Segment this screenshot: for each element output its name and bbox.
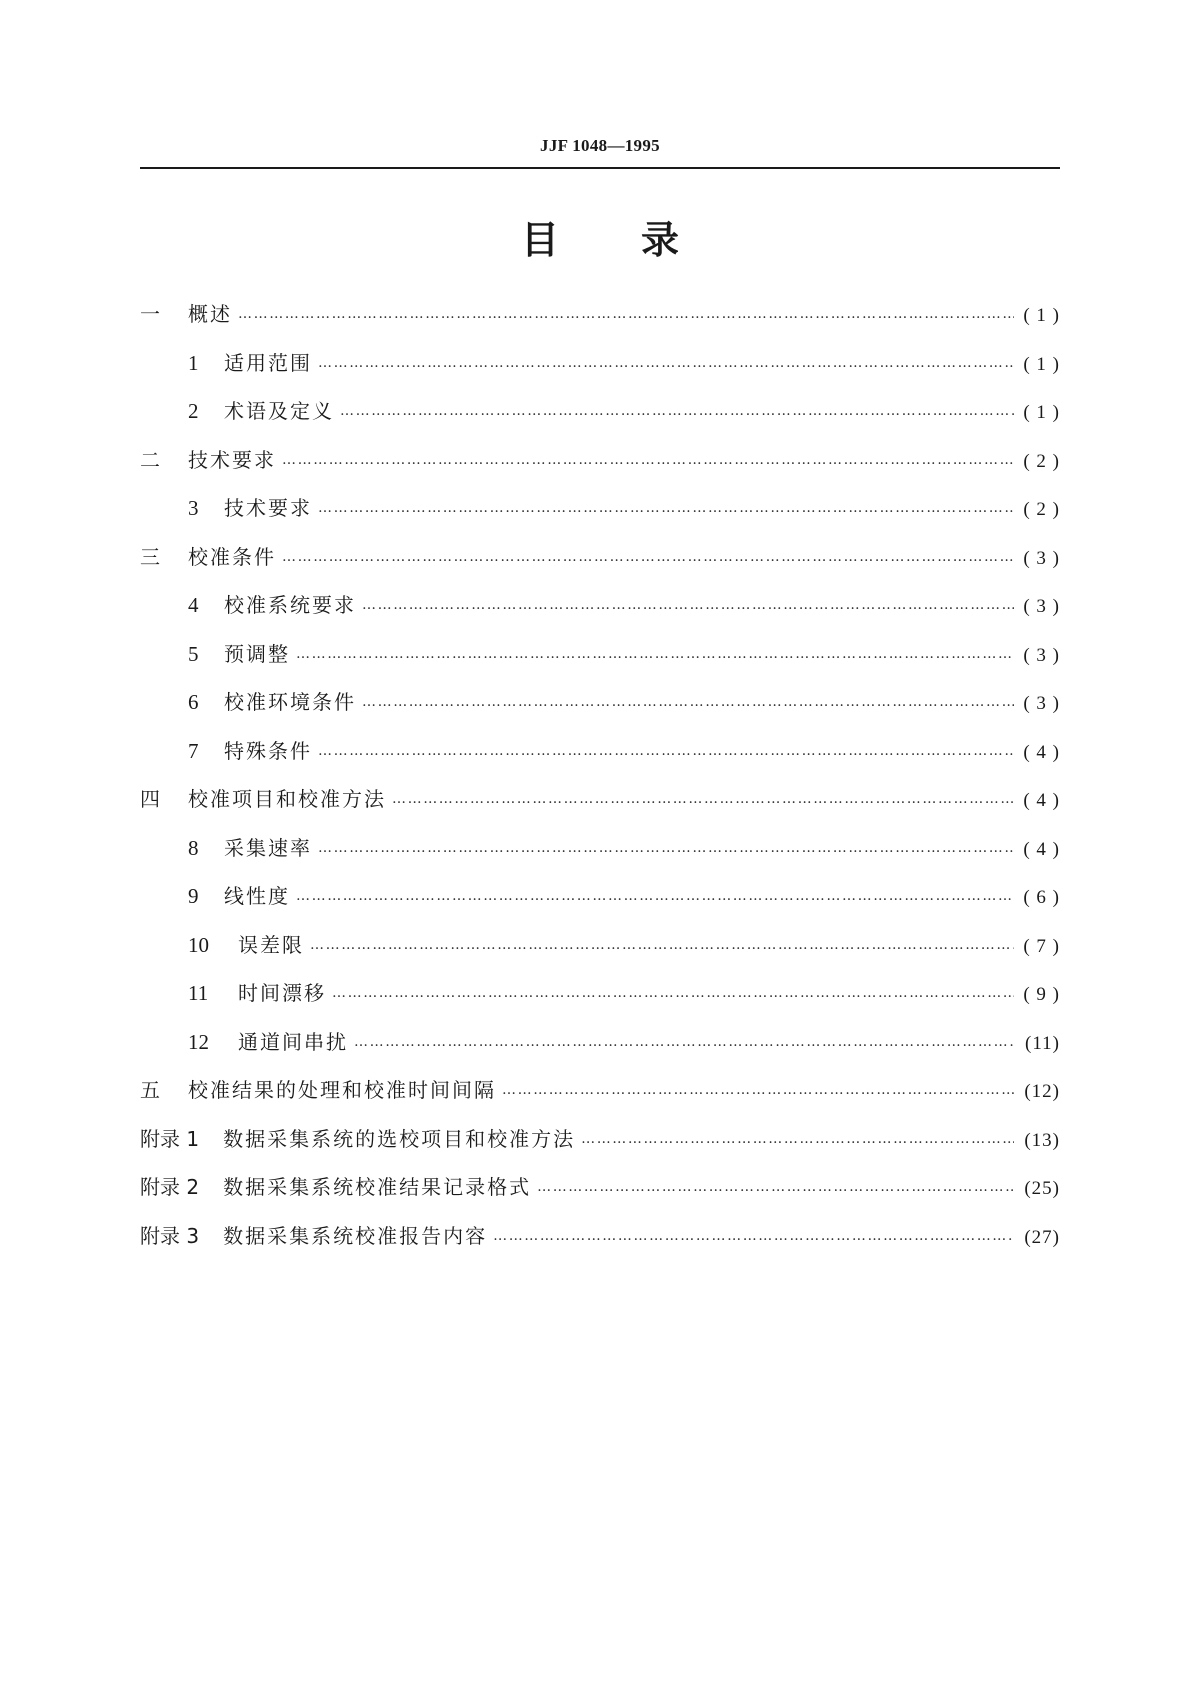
toc-entry-title: 通道间串扰 <box>238 1029 348 1054</box>
toc-entry-number: 6 <box>188 690 199 714</box>
toc-entry-clause-3[interactable] <box>140 484 1060 533</box>
toc-entry-title: 校准条件 <box>188 544 276 569</box>
toc-leader-dots <box>318 356 1014 370</box>
toc-leader-dots <box>296 647 1014 661</box>
toc-entry-title: 校准环境条件 <box>224 690 356 714</box>
toc-entry-section-5[interactable] <box>140 1066 1060 1115</box>
toc-entry-page: ( 4 ) <box>1023 790 1060 811</box>
toc-entry-page: ( 3 ) <box>1023 644 1060 666</box>
toc-entry-page: (12) <box>1024 1081 1060 1102</box>
toc-leader-dots <box>318 744 1014 758</box>
toc-entry-page: (25) <box>1024 1178 1060 1199</box>
toc-entry-clause-2[interactable] <box>140 387 1060 436</box>
toc-entry-title: 术语及定义 <box>224 399 334 423</box>
toc-entry-title: 校准系统要求 <box>224 593 356 617</box>
toc-entry-page: ( 7 ) <box>1023 935 1060 957</box>
toc-entry-section-3[interactable] <box>140 533 1060 582</box>
toc-entry-page: (13) <box>1024 1129 1060 1151</box>
toc-leader-dots <box>537 1180 1014 1194</box>
table-of-contents <box>140 290 1060 1260</box>
toc-entry-number: 附录 1 <box>140 1126 200 1151</box>
toc-entry-number: 四 <box>140 787 160 811</box>
toc-entry-clause-9[interactable] <box>140 872 1060 921</box>
toc-leader-dots <box>493 1229 1014 1243</box>
toc-leader-dots <box>318 841 1014 855</box>
toc-entry-clause-1[interactable] <box>140 339 1060 388</box>
toc-entry-number: 2 <box>188 399 199 423</box>
toc-entry-page: ( 4 ) <box>1023 741 1060 763</box>
toc-entry-title: 数据采集系统校准结果记录格式 <box>223 1175 532 1199</box>
toc-entry-appendix-2[interactable] <box>140 1163 1060 1212</box>
toc-entry-number: 3 <box>188 496 199 520</box>
toc-entry-clause-10[interactable] <box>140 921 1060 970</box>
toc-entry-clause-5[interactable] <box>140 630 1060 679</box>
toc-entry-appendix-3[interactable] <box>140 1212 1060 1261</box>
toc-entry-title: 适用范围 <box>224 350 312 375</box>
toc-entry-number: 五 <box>140 1078 160 1102</box>
toc-entry-title: 时间漂移 <box>238 981 326 1005</box>
toc-entry-clause-7[interactable] <box>140 727 1060 776</box>
toc-entry-clause-4[interactable] <box>140 581 1060 630</box>
toc-entry-title: 特殊条件 <box>224 738 312 763</box>
toc-leader-dots <box>340 404 1014 418</box>
toc-entry-title: 采集速率 <box>224 835 312 860</box>
toc-entry-section-1[interactable] <box>140 290 1060 339</box>
toc-entry-title: 技术要求 <box>224 496 312 520</box>
toc-entry-section-4[interactable] <box>140 775 1060 824</box>
toc-leader-dots <box>296 889 1014 903</box>
toc-entry-number: 4 <box>188 593 199 617</box>
page-title-right-char: 录 <box>641 218 680 262</box>
toc-leader-dots <box>362 598 1014 612</box>
toc-entry-number: 10 <box>188 932 209 957</box>
toc-entry-number: 附录 2 <box>140 1175 200 1199</box>
toc-entry-section-2[interactable] <box>140 436 1060 485</box>
toc-leader-dots <box>238 307 1014 321</box>
toc-entry-title: 预调整 <box>224 641 290 666</box>
toc-entry-page: (27) <box>1024 1226 1060 1248</box>
toc-leader-dots <box>318 501 1014 515</box>
toc-entry-clause-12[interactable] <box>140 1018 1060 1067</box>
toc-entry-number: 一 <box>140 302 160 326</box>
toc-entry-number: 11 <box>188 981 209 1005</box>
toc-entry-title: 校准项目和校准方法 <box>188 787 386 811</box>
toc-entry-number: 9 <box>188 884 199 908</box>
toc-leader-dots <box>282 550 1014 564</box>
toc-leader-dots <box>392 792 1014 806</box>
header-divider <box>140 167 1060 169</box>
toc-entry-number: 三 <box>140 544 160 569</box>
toc-entry-page: ( 1 ) <box>1023 402 1060 423</box>
toc-entry-page: ( 3 ) <box>1023 596 1060 617</box>
toc-entry-clause-8[interactable] <box>140 824 1060 873</box>
toc-entry-clause-6[interactable] <box>140 678 1060 727</box>
toc-entry-title: 数据采集系统校准报告内容 <box>223 1223 488 1248</box>
toc-leader-dots <box>332 986 1014 1000</box>
document-code-header: JJF 1048—1995 <box>540 136 660 155</box>
toc-leader-dots <box>282 453 1014 467</box>
toc-entry-page: ( 4 ) <box>1023 838 1060 860</box>
toc-entry-appendix-1[interactable] <box>140 1115 1060 1164</box>
toc-entry-number: 8 <box>188 835 199 860</box>
toc-entry-number: 7 <box>188 738 199 763</box>
toc-entry-title: 线性度 <box>224 884 290 908</box>
page-title-left-char: 目 <box>520 218 559 262</box>
toc-entry-page: ( 1 ) <box>1023 305 1060 326</box>
toc-leader-dots <box>310 938 1014 952</box>
toc-entry-title: 技术要求 <box>188 447 276 472</box>
page-title <box>140 215 1060 265</box>
toc-entry-page: ( 1 ) <box>1023 353 1060 375</box>
toc-entry-page: ( 2 ) <box>1023 499 1060 520</box>
toc-entry-title: 误差限 <box>238 932 304 957</box>
toc-entry-title: 校准结果的处理和校准时间间隔 <box>188 1078 496 1102</box>
toc-leader-dots <box>354 1035 1014 1049</box>
toc-entry-number: 附录 3 <box>140 1223 200 1248</box>
toc-entry-page: ( 6 ) <box>1023 887 1060 908</box>
toc-entry-number: 12 <box>188 1029 209 1054</box>
toc-entry-title: 概述 <box>188 302 232 326</box>
toc-leader-dots <box>581 1132 1014 1146</box>
toc-entry-page: (11) <box>1025 1032 1060 1054</box>
toc-leader-dots <box>502 1083 1014 1097</box>
toc-entry-page: ( 3 ) <box>1023 547 1060 569</box>
toc-entry-page: ( 2 ) <box>1023 450 1060 472</box>
toc-entry-number: 5 <box>188 641 199 666</box>
toc-entry-clause-11[interactable] <box>140 969 1060 1018</box>
toc-entry-page: ( 3 ) <box>1023 693 1060 714</box>
toc-leader-dots <box>362 695 1014 709</box>
toc-entry-page: ( 9 ) <box>1023 984 1060 1005</box>
toc-entry-number: 二 <box>140 447 160 472</box>
toc-entry-number: 1 <box>188 350 199 375</box>
toc-entry-title: 数据采集系统的选校项目和校准方法 <box>223 1126 576 1151</box>
